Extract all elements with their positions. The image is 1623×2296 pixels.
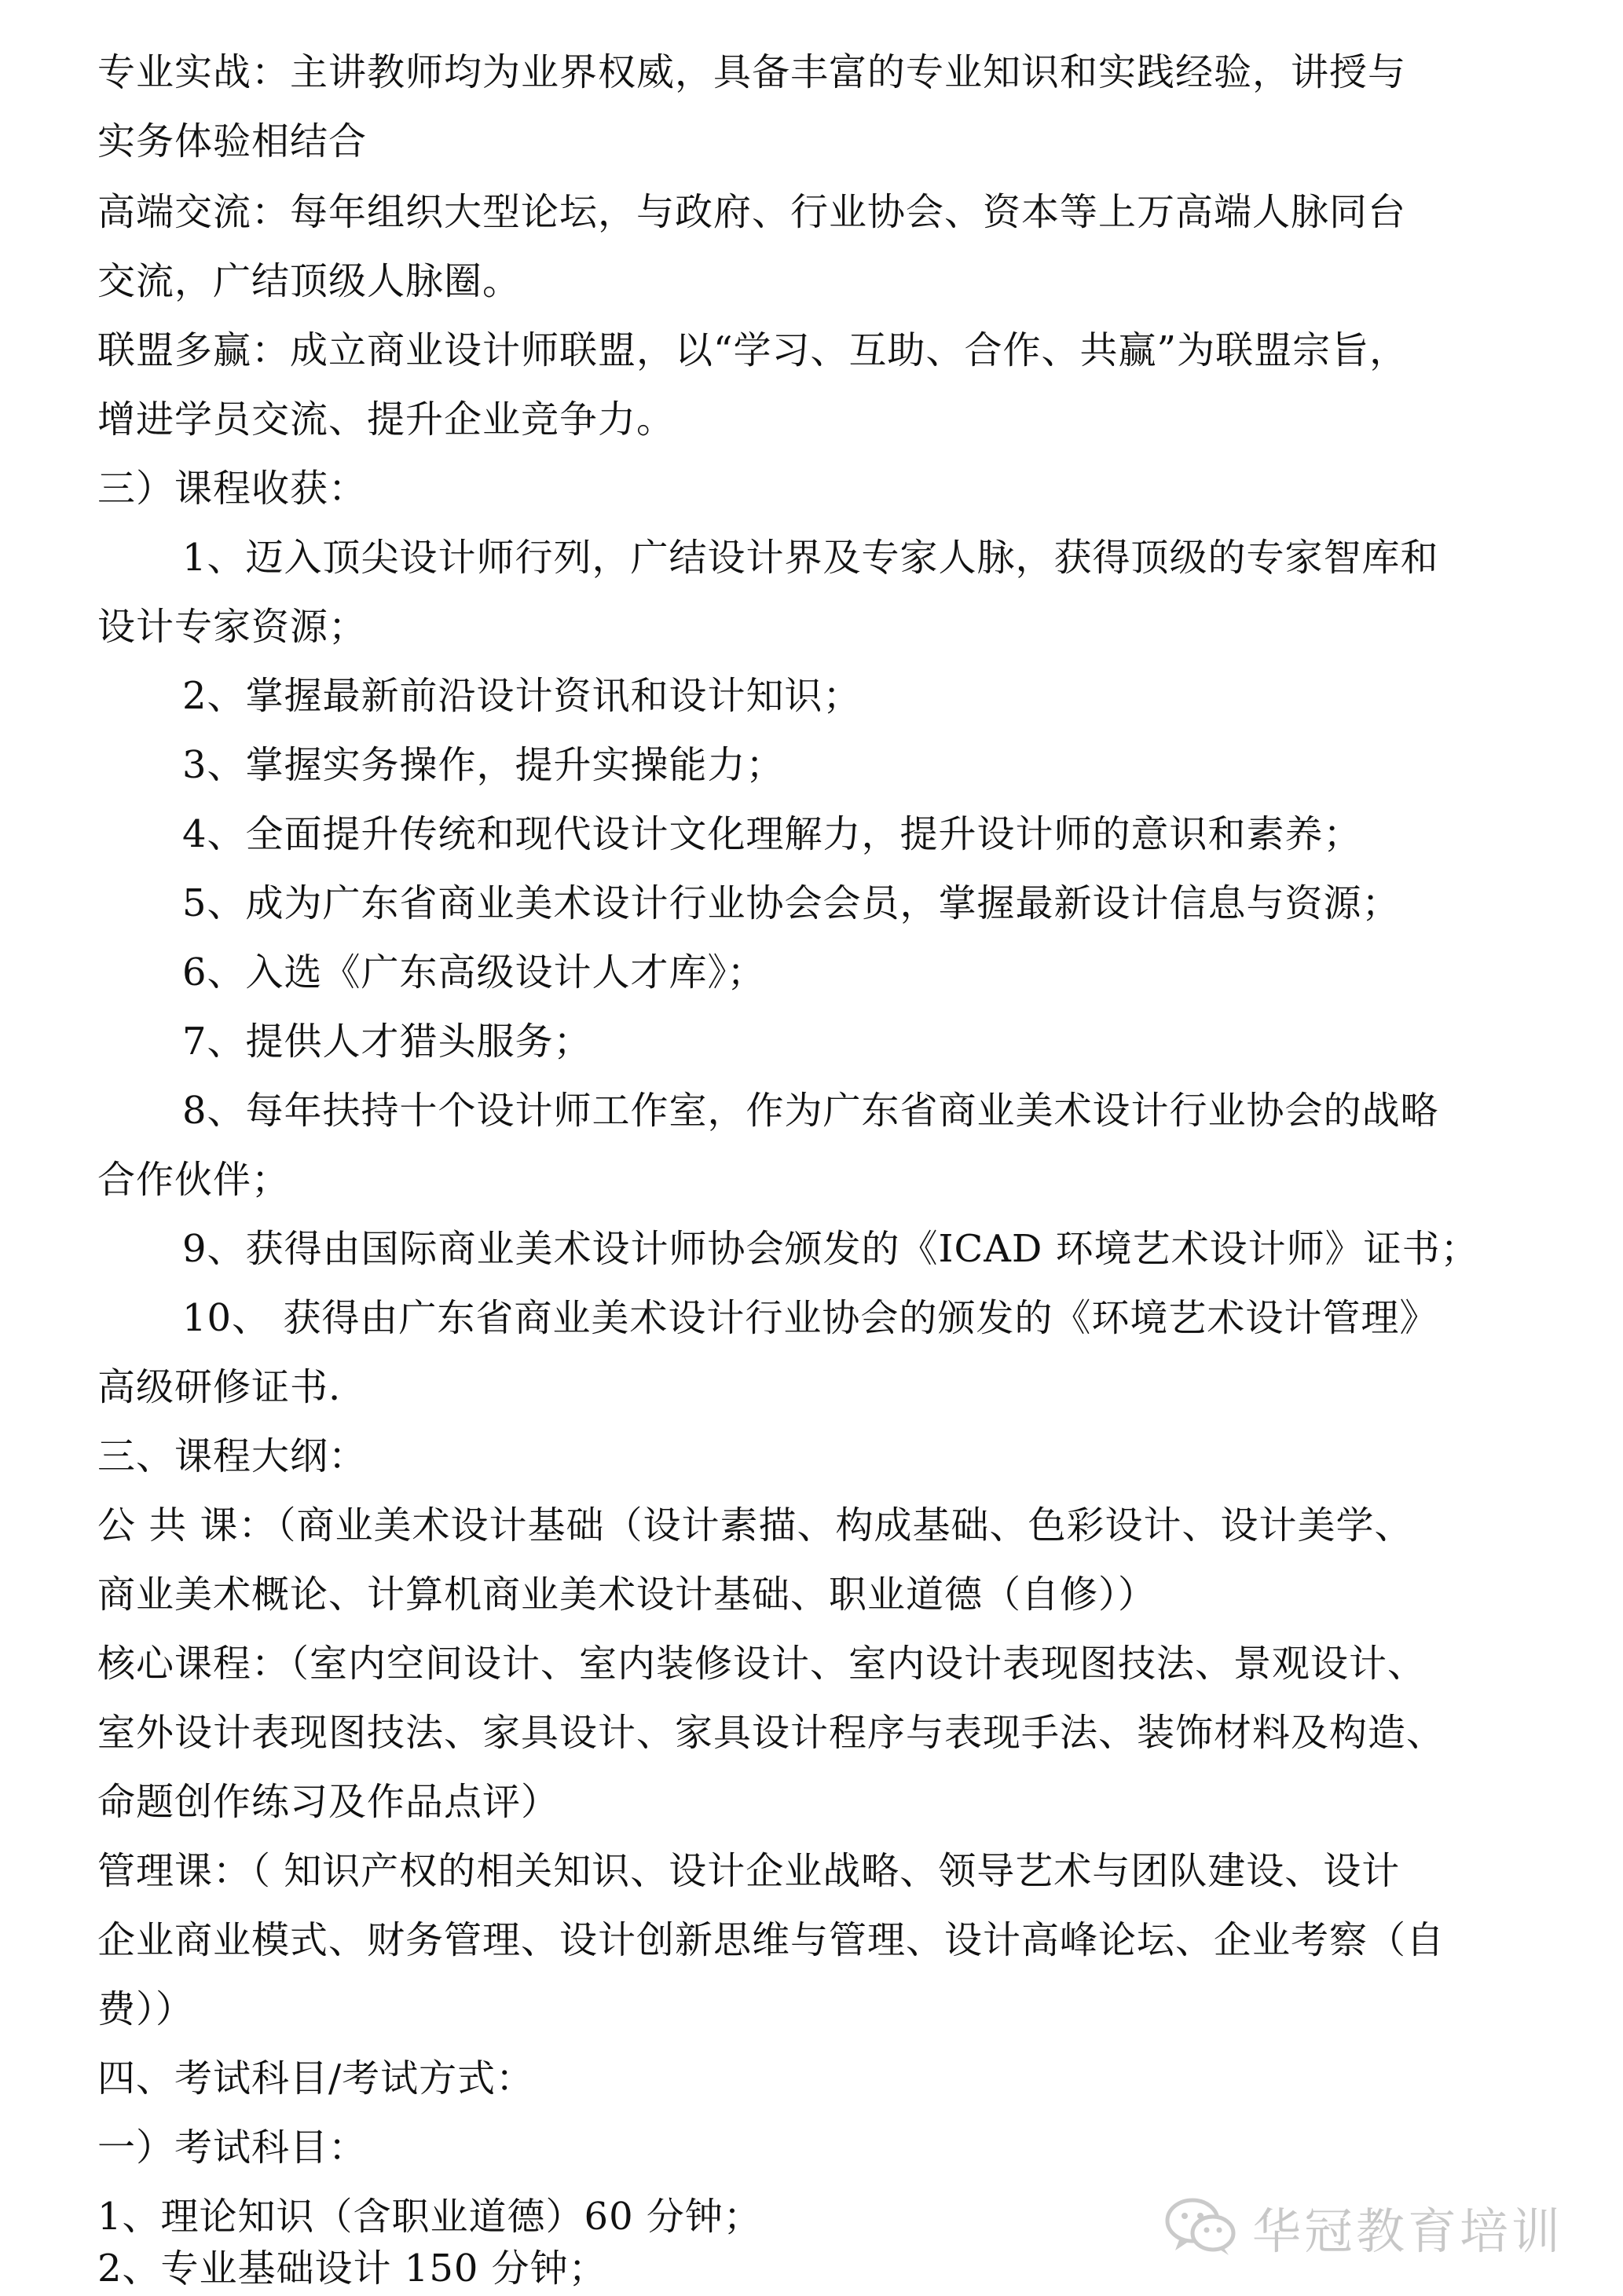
text-line: 管理课：（ 知识产权的相关知识、设计企业战略、领导艺术与团队建设、设计 <box>97 1849 1401 1893</box>
list-item: 10、 获得由广东省商业美术设计行业协会的颁发的《环境艺术设计管理》 <box>182 1296 1438 1340</box>
list-item: 9、获得由国际商业美术设计师协会颁发的《ICAD 环境艺术设计师》证书； <box>182 1227 1479 1271</box>
text-line: 商业美术概论、计算机商业美术设计基础、职业道德（自修）） <box>97 1573 1157 1617</box>
list-item: 2、专业基础设计 150 分钟； <box>97 2247 607 2291</box>
watermark-text: 华冠教育培训 <box>1252 2202 1564 2260</box>
wechat-icon <box>1163 2194 1238 2260</box>
section-heading: 四、考试科目/考试方式： <box>97 2056 535 2100</box>
text-line: 合作伙伴； <box>97 1158 291 1202</box>
section-heading: 一）考试科目： <box>97 2126 368 2170</box>
text-line: 联盟多赢：成立商业设计师联盟，以“学习、互助、合作、共赢”为联盟宗旨， <box>97 328 1409 372</box>
list-item: 3、掌握实务操作，提升实操能力； <box>182 743 785 787</box>
text-line: 费）） <box>97 1987 195 2031</box>
text-line: 企业商业模式、财务管理、设计创新思维与管理、设计高峰论坛、企业考察（自 <box>97 1918 1445 1962</box>
text-line: 公 共 课：（商业美术设计基础（设计素描、构成基础、色彩设计、设计美学、 <box>97 1503 1413 1547</box>
list-item: 5、成为广东省商业美术设计行业协会会员，掌握最新设计信息与资源； <box>182 881 1401 925</box>
text-line: 专业实战：主讲教师均为业界权威，具备丰富的专业知识和实践经验，讲授与 <box>97 50 1407 94</box>
list-item: 2、掌握最新前沿设计资讯和设计知识； <box>182 674 862 718</box>
text-line: 交流，广结顶级人脉圈。 <box>97 259 522 303</box>
text-line: 核心课程：（室内空间设计、室内装修设计、室内设计表现图技法、景观设计、 <box>97 1642 1427 1686</box>
list-item: 1、迈入顶尖设计师行列，广结设计界及专家人脉，获得顶级的专家智库和 <box>182 536 1439 580</box>
list-item: 4、全面提升传统和现代设计文化理解力，提升设计师的意识和素养； <box>182 812 1362 856</box>
list-item: 7、提供人才猎头服务； <box>182 1020 592 1064</box>
text-line: 高端交流：每年组织大型论坛，与政府、行业协会、资本等上万高端人脉同台 <box>97 190 1407 234</box>
text-line: 室外设计表现图技法、家具设计、家具设计程序与表现手法、装饰材料及构造、 <box>97 1711 1445 1755</box>
text-line: 设计专家资源； <box>97 605 368 649</box>
list-item: 8、每年扶持十个设计师工作室，作为广东省商业美术设计行业协会的战略 <box>182 1089 1439 1133</box>
text-line: 增进学员交流、提升企业竞争力。 <box>97 397 676 441</box>
text-line: 实务体验相结合 <box>97 119 368 163</box>
list-item: 6、入选《广东高级设计人才库》； <box>182 950 766 994</box>
list-item: 1、理论知识（含职业道德）60 分钟； <box>97 2195 762 2239</box>
section-heading: 三、课程大纲： <box>97 1434 368 1478</box>
section-heading: 三）课程收获： <box>97 467 368 511</box>
text-line: 高级研修证书. <box>97 1365 342 1409</box>
text-line: 命题创作练习及作品点评） <box>97 1780 560 1824</box>
watermark <box>1163 2192 1563 2262</box>
